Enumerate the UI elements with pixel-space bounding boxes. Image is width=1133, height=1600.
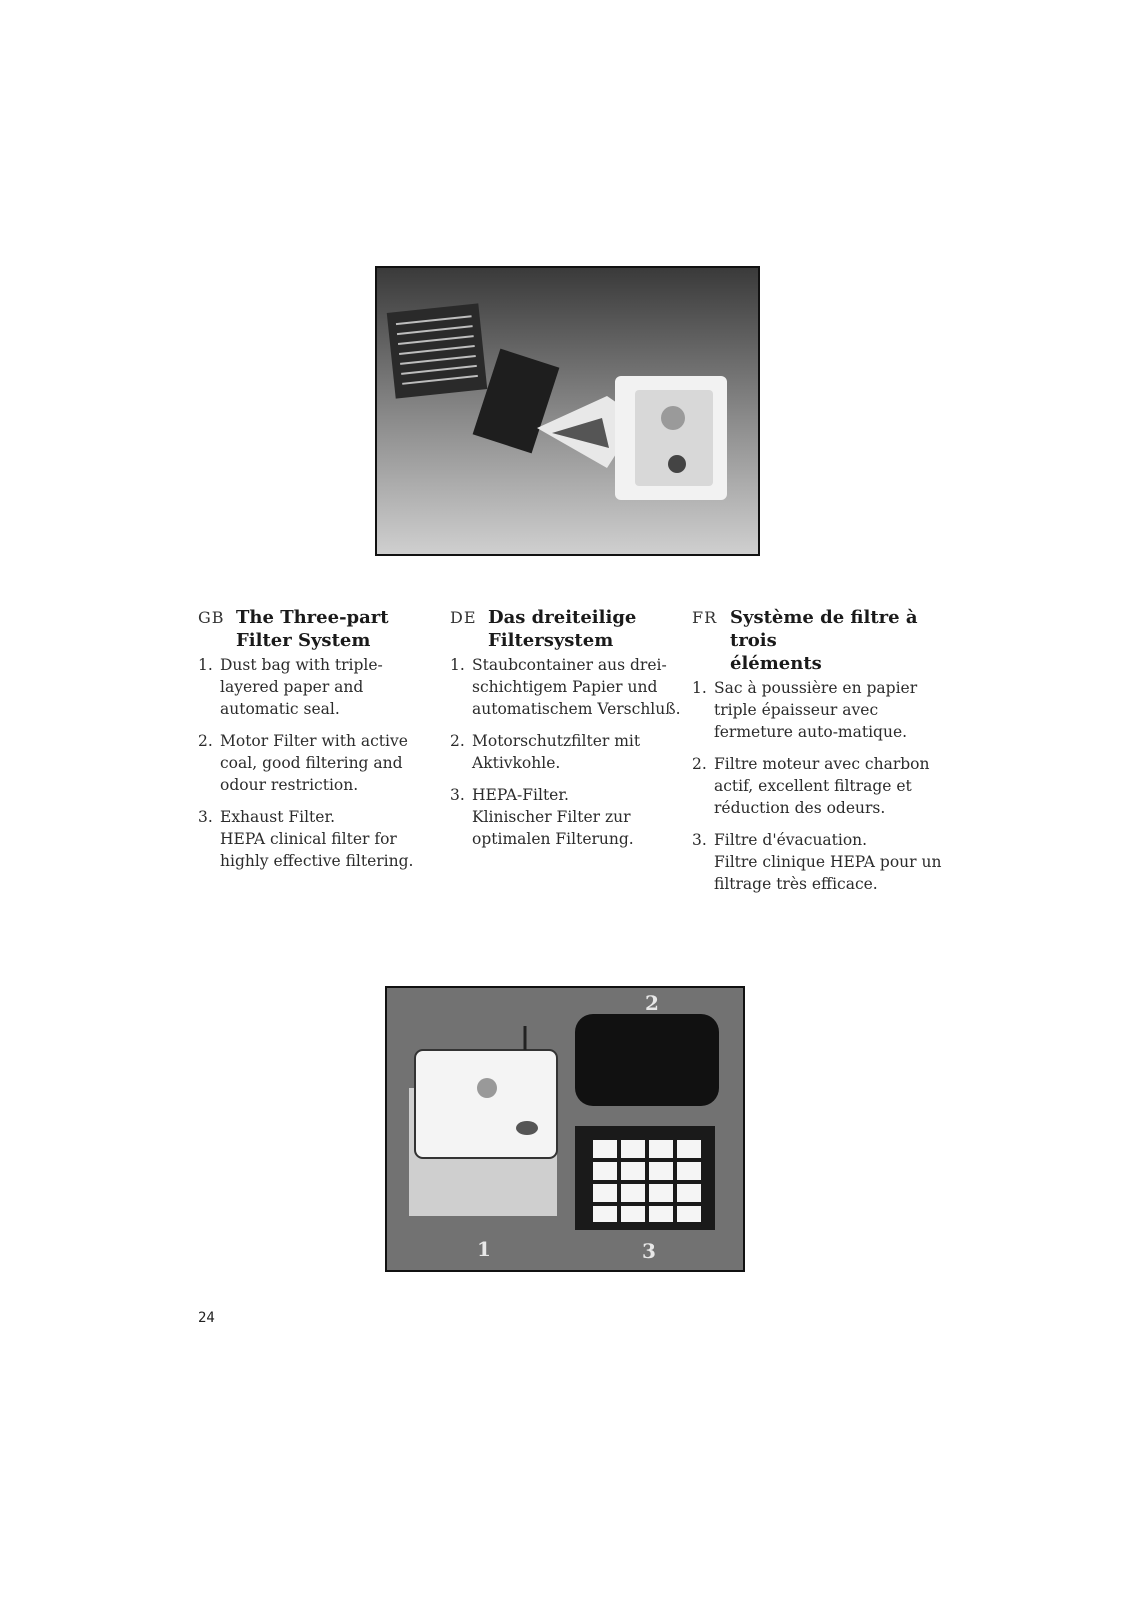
section-de-title-line1: Das dreiteilige	[488, 607, 637, 628]
lang-code-de: DE	[450, 608, 477, 627]
item-text: Motorschutzfilter mit Aktivkohle.	[472, 732, 641, 772]
item-text: HEPA-Filter.	[472, 786, 569, 804]
list-item	[692, 677, 942, 743]
item-subtext: Filtre clinique HEPA pour un filtrage très efficace.	[714, 853, 942, 893]
section-fr-title-line2: éléments	[730, 653, 822, 674]
section-gb-title-line1: The Three-part	[236, 607, 389, 628]
item-text: Dust bag with triple-layered paper and automatic seal.	[220, 656, 383, 718]
section-gb-heading	[198, 606, 438, 652]
list-item	[692, 753, 942, 819]
item-number: 1.	[450, 656, 465, 674]
photo-label-3: 3	[642, 1239, 656, 1263]
section-fr-heading	[692, 606, 942, 675]
list-item	[198, 806, 438, 872]
list-item	[450, 654, 690, 720]
page-number: 24	[198, 1310, 215, 1326]
photo-label-2: 2	[645, 991, 659, 1015]
list-item	[692, 829, 942, 895]
item-text: Exhaust Filter.	[220, 808, 336, 826]
item-text: Sac à poussière en papier triple épaisseur avec fermeture auto-matique.	[714, 679, 918, 741]
photo-label-1: 1	[477, 1237, 491, 1261]
item-text: Filtre moteur avec charbon actif, excellent filtrage et réduction des odeurs.	[714, 755, 930, 817]
section-gb-title-line2: Filter System	[236, 630, 371, 651]
lang-code-gb: GB	[198, 608, 225, 627]
section-fr-title-line1: Système de filtre à trois	[730, 607, 918, 651]
list-item	[450, 730, 690, 774]
item-number: 2.	[450, 732, 465, 750]
item-text: Staubcontainer aus drei-schichtigem Papier und automatischem Verschluß.	[472, 656, 681, 718]
lang-code-fr: FR	[692, 608, 718, 627]
photo-numbered-filters	[385, 986, 745, 1272]
item-number: 2.	[198, 732, 213, 750]
item-subtext: HEPA clinical filter for highly effective filtering.	[220, 830, 414, 870]
item-number: 1.	[198, 656, 213, 674]
item-number: 2.	[692, 755, 707, 773]
item-number: 3.	[198, 808, 213, 826]
item-number: 1.	[692, 679, 707, 697]
list-item	[198, 730, 438, 796]
photo-filter-components	[375, 266, 760, 556]
list-item	[450, 784, 690, 850]
item-text: Filtre d'évacuation.	[714, 831, 868, 849]
section-fr	[692, 606, 942, 905]
item-number: 3.	[450, 786, 465, 804]
item-subtext: Klinischer Filter zur optimalen Filterung.	[472, 808, 634, 848]
section-de	[450, 606, 690, 860]
section-de-heading	[450, 606, 690, 652]
section-gb	[198, 606, 438, 882]
item-number: 3.	[692, 831, 707, 849]
item-text: Motor Filter with active coal, good filtering and odour restriction.	[220, 732, 408, 794]
section-de-title-line2: Filtersystem	[488, 630, 614, 651]
list-item	[198, 654, 438, 720]
